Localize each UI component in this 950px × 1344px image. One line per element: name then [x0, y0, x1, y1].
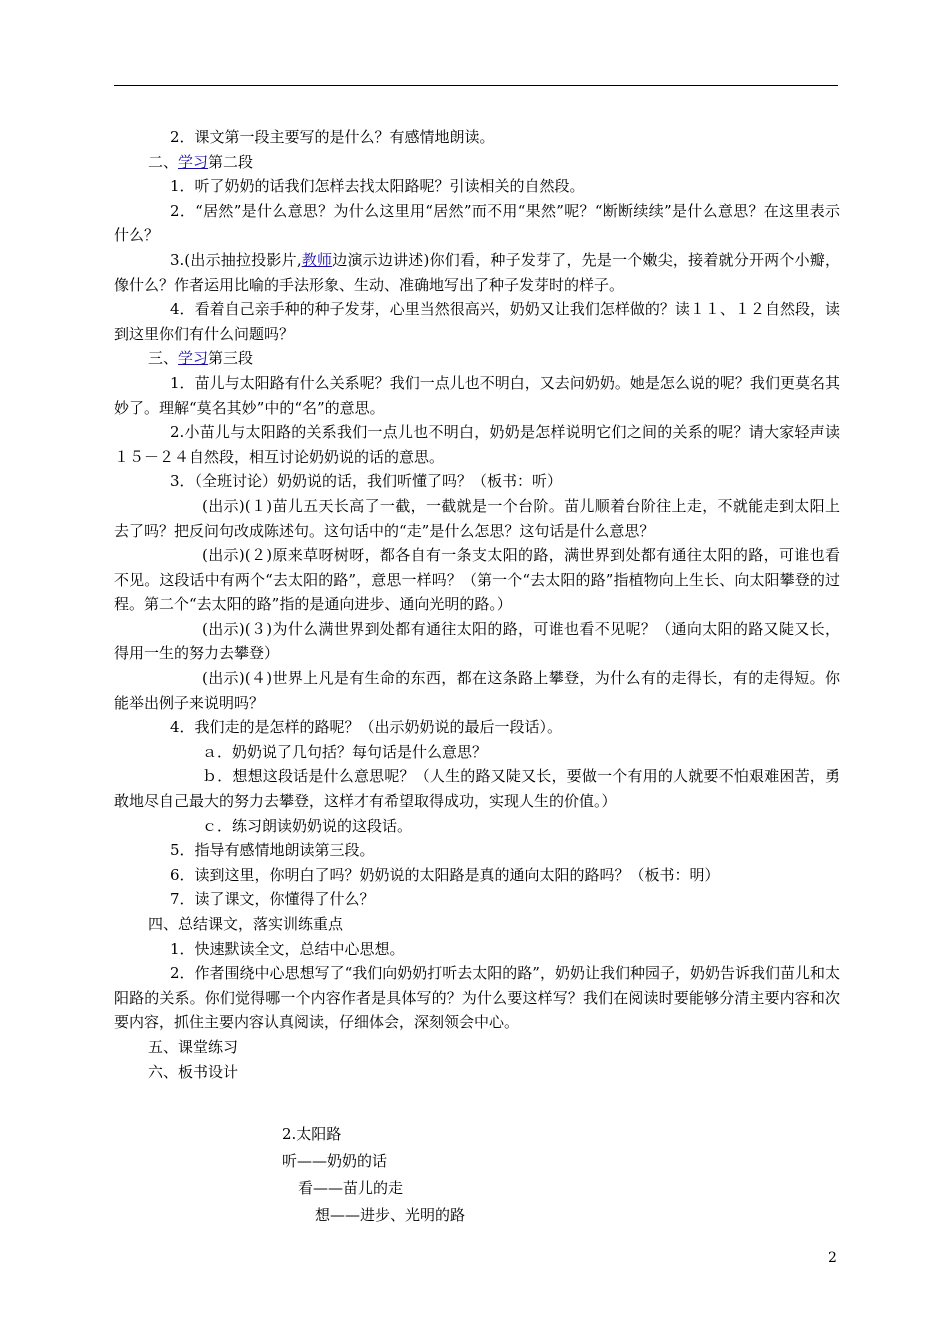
document-body	[114, 125, 840, 1084]
paragraph: 五、课堂练习	[148, 1037, 239, 1056]
paragraph: 5．指导有感情地朗读第三段。	[170, 841, 375, 860]
paragraph-text: 二、	[148, 152, 179, 171]
header-rule	[114, 85, 838, 86]
blackboard-design	[282, 1121, 465, 1229]
paragraph: (出示)(４)世界上凡是有生命的东西，都在这条路上攀登，为什么有的走得长，有的走得短。你能举出例子来说明吗？	[114, 669, 840, 712]
paragraph: 2．作者围绕中心思想写了“我们向奶奶打听去太阳的路”，奶奶让我们种园子，奶奶告诉我们苗儿和太阳路的关系。你们觉得哪一个内容作者是具体写的？为什么要这样写？我们在阅读时要能够分清主要内容和次要内容，抓住主要内容认真阅读，仔细体会，深刻领会中心。	[114, 964, 840, 1032]
paragraph	[114, 150, 840, 175]
paragraph: ｂ．想想这段话是什么意思呢？（人生的路又陡又长，要做一个有用的人就要不怕艰难困苦，勇敢地尽自己最大的努力去攀登，这样才有希望取得成功，实现人生的价值。）	[114, 767, 840, 811]
keyword-link[interactable]: 学习	[178, 349, 209, 368]
paragraph: 1．快速默读全文，总结中心思想。	[170, 939, 405, 958]
paragraph: 1．听了奶奶的话我们怎样去找太阳路呢？引读相关的自然段。	[170, 177, 585, 196]
board-title: 2.太阳路	[282, 1125, 342, 1143]
paragraph-text: 第三段	[208, 349, 254, 368]
board-line-listen: 听——奶奶的话	[282, 1152, 388, 1170]
keyword-link[interactable]: 学习	[178, 152, 209, 171]
paragraph: 2.小苗儿与太阳路的关系我们一点儿也不明白，奶奶是怎样说明它们之间的关系的呢？请大家轻声读１５－２４自然段，相互讨论奶奶说的话的意思。	[114, 423, 840, 466]
paragraph: 3．（全班讨论）奶奶说的话，我们听懂了吗？（板书：听）	[170, 472, 563, 491]
paragraph	[114, 346, 840, 371]
paragraph: 2．“居然”是什么意思？为什么这里用“居然”而不用“果然”呢？“断断续续”是什么意思？在这里表示什么？	[114, 201, 840, 245]
paragraph: (出示)(３)为什么满世界到处都有通往太阳的路，可谁也看不见呢？（通向太阳的路又陡又长，得用一生的努力去攀登）	[114, 619, 840, 663]
paragraph-text: 3.(出示抽拉投影片,	[170, 250, 302, 269]
paragraph: 4．看着自己亲手种的种子发芽，心里当然很高兴，奶奶又让我们怎样做的？读１１、１２自然段，读到这里你们有什么问题吗？	[114, 300, 840, 343]
paragraph-text: 边演示边讲述)你们看，种子发芽了，先是一个嫩尖，接着就分开两个小瓣，像什么？作者运用比喻的手法形象、生动、准确地写出了种子发芽时的样子。	[114, 250, 840, 294]
paragraph-text: 第二段	[208, 152, 254, 171]
paragraph-text: 三、	[148, 349, 179, 368]
paragraph: 6．读到这里，你明白了吗？奶奶说的太阳路是真的通向太阳的路吗？（板书：明）	[170, 865, 720, 884]
paragraph: (出示)(２)原来草呀树呀，都各自有一条支太阳的路，满世界到处都有通往太阳的路，可谁也看不见。这段话中有两个“去太阳的路”，意思一样吗？（第一个“去太阳的路”指植物向上生长、向太阳攀登的过程。第二个“去太阳的路”指的是通向进步、通向光明的路。）	[114, 546, 840, 614]
board-line-look: 看——苗儿的走	[298, 1179, 404, 1197]
board-line-think: 想——进步、光明的路	[315, 1206, 466, 1224]
keyword-link[interactable]: 教师	[301, 250, 333, 269]
paragraph: 2．课文第一段主要写的是什么？有感情地朗读。	[170, 128, 495, 146]
paragraph: (出示)(１)苗儿五天长高了一截，一截就是一个台阶。苗儿顺着台阶往上走，不就能走到太阳上去了吗？把反问句改成陈述句。这句话中的“走”是什么怎思？这句话是什么意思？	[114, 496, 840, 540]
paragraph: ａ．奶奶说了几句括？每句话是什么意思？	[202, 742, 488, 761]
paragraph	[114, 248, 840, 297]
paragraph: 4．我们走的是怎样的路呢？（出示奶奶说的最后一段话）。	[170, 718, 563, 737]
paragraph: 1．苗儿与太阳路有什么关系呢？我们一点儿也不明白，又去问奶奶。她是怎么说的呢？我们更莫名其妙了。理解“莫名其妙”中的“名”的意思。	[114, 373, 840, 417]
paragraph: 六、板书设计	[148, 1062, 239, 1081]
paragraph: 四、总结课文，落实训练重点	[148, 915, 344, 933]
paragraph: 7．读了课文，你懂得了什么？	[170, 890, 375, 909]
page-number: 2	[828, 1250, 837, 1266]
paragraph: ｃ．练习朗读奶奶说的这段话。	[202, 816, 413, 835]
